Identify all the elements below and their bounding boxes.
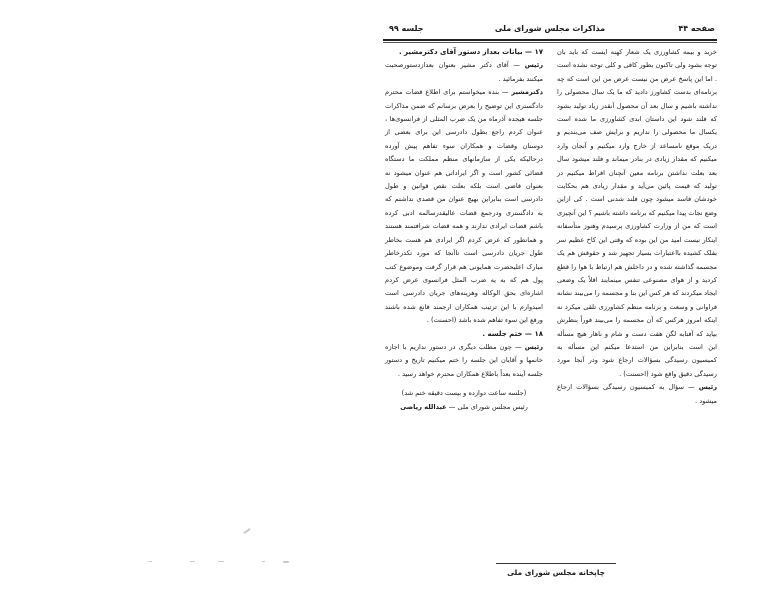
speech-text: — چون مطلب دیگری در دستور نداریم با اجازه خانمها و آقایان این جلسه را ختم میکنیم تاریخ و دستور جلسه آینده بعداً باطلاع همکاران محترم خواهد رسید .: [385, 342, 543, 378]
paragraph: [385, 59, 543, 86]
speech-text: — آقای دکتر مشیر بعنوان بعدازدستورصحبت میکنند بفرمائید .: [385, 61, 543, 83]
blank-left-page: [0, 0, 370, 600]
page-number: صفحه ۴۴: [678, 24, 715, 33]
scan-speck: [283, 561, 289, 563]
speech-text: — سؤال به کمیسیون رسیدگی بسؤالات ارجاع میشود .: [557, 383, 717, 405]
speaker-label: رئیس: [524, 342, 543, 351]
speaker-label: رئیس: [698, 383, 717, 392]
scan-speck: [218, 561, 224, 562]
running-header: [383, 24, 717, 38]
adjournment-note: (جلسه ساعت دوازده و بیست دقیقه ختم شد): [401, 389, 527, 398]
signature-title: رئیس مجلس شورای ملی —: [446, 402, 528, 411]
header-rule-thin: [383, 42, 717, 43]
paragraph: [385, 341, 543, 381]
scan-speck: [243, 528, 251, 534]
paragraph: خرید و بیمه کشاورزی یک شعار کهنه ایست که باید بان توجه بشود ولی تاکنون بطور کافی و کلی توجه نشده است . اما این پاسخ عرض من نیست عرض من این است که چه برنامه‌ای بدست کشاورز دادید که ما یک سال محصولی را نداشته باشیم و سال بعد آن محصول آنقدر زیاد تولید بشود که فلند شود این داستان ابدی کشاورزی ما شده است یکسال ما محصولی را نداریم و برایش صف می‌بندیم و دریک موقع نامساعد از خارج وارد میکنیم و آنجان وارد میکنیم که مقدار زیادی در بنادر میماند و فلند میشود سال بعد بعلت نداشتن برنامه معین آنچنان افراط میکنیم در تولید که قیمت پائین می‌آید و مقدار زیادی هم بحکایت خودشان فاسد میشود چون فلند شدنی است . کی ازاین وضع نجات پیدا میکنیم که برنامه داشته باشیم ؟ این آنچیزی است که من از وزارت کشاورزی پرسیدم وهنوز متأسفانه اینکار نیست امید من این بوده که وقتی این کاخ عظیم سر بفلک کشیده بااعتبارات بسیار تجهیز شد و حقوقش هم یک مجسمه گذاشته شده و در داخلش هم ارتباط با هوا را قطع کردید و از هوای مصنوعی تنفس مینمایند اقلاً یک وضعی ایجاد میکردند که هر کس این بنا و مجسمه را می‌بیند نشانه فراوانی و وسعت و برنامه منظم کشاورزی تلقی میکرد نه اینکه امروز هرکس که آن مجسمه را می‌بیند فوراً بنظرش بیاید که آفتابه لگن هفت دست و شام و ناهار هیچ مسأله این است بنابراین من استدعا میکنم این مسأله به کمیسیون رسیدگی بسؤالات ارجاع شود ودر آنجا مورد رسیدگی دقیق واقع شود (احسنت) .: [557, 48, 717, 378]
signature: [385, 401, 543, 414]
left-column: [385, 46, 543, 414]
speaker-label: دکترمشیر: [511, 88, 543, 97]
scan-speck: [262, 561, 265, 562]
document-page: [383, 14, 717, 594]
publication-title: مذاکرات مجلس شورای ملی: [494, 24, 606, 33]
right-column: [557, 46, 717, 408]
signature-name: عبدالله ریاضی: [400, 402, 447, 411]
section-heading-17: ۱۷ — بیانات بعداز دستور آقای دکترمشیر .: [398, 48, 543, 56]
session-number: جلسه ۹۹: [389, 24, 424, 33]
header-rule: [383, 39, 717, 41]
speech-text: — بنده میخواستم برای اطلاع قضات محترم دادگستری این توضیح را بعرض برسانم که ضمن مذاکرات جلسه هیجده آذرماه من یک ضرب المثلی از فرانسوی‌ها ، عنوان کردم راجع بطول دادرسی این برای بعضی از دوستان وقضات و همکاران سوء تفاهم پیش آورده درحالیکه یکی از سازمانهای منظم مملکت ما دستگاه قضائی کشور است و اگر ایراداتی هم عنوان میشود نه بعنوان قاضی است بلکه بعلت نقص قوانین و طول دادرسی است بنابراین بهیچ عنوان من قصدی نداشتم که به دادگستری ودرجمع قضات عالیقدرسالمه ادبی کرده باشم قضات ایرادی ندارند و همه قضات شرافتمند هستند و همانطور که عرض کردم اگر ایرادی هم هست بخاطر طول جریان دادرسی است تاآنجا که مورد تکدرخاطر مبارک اعلیحضرت همایونی هم قرار گرفت وموضوع کتب پول هم که به یه ضرب المثل فرانسوی عرض کردم اشاره‌ای بحق الوکاله وهزینه‌های جریان دادرسی است امیدوارم با این ترتیب همکاران ارجمند قانع شده باشند ورفع این سوء تفاهم شده باشد (احسنت) .: [385, 88, 543, 325]
scan-speck: [190, 561, 195, 562]
paragraph: [385, 86, 543, 327]
section-heading-18: ۱۸ — ختم جلسه .: [482, 329, 543, 338]
paragraph: [557, 381, 717, 408]
scan-speck: [148, 561, 152, 562]
footer-rule: [496, 563, 616, 564]
speaker-label: رئیس: [524, 61, 543, 70]
printer-imprint: چاپخانه مجلس شورای ملی: [507, 568, 605, 577]
